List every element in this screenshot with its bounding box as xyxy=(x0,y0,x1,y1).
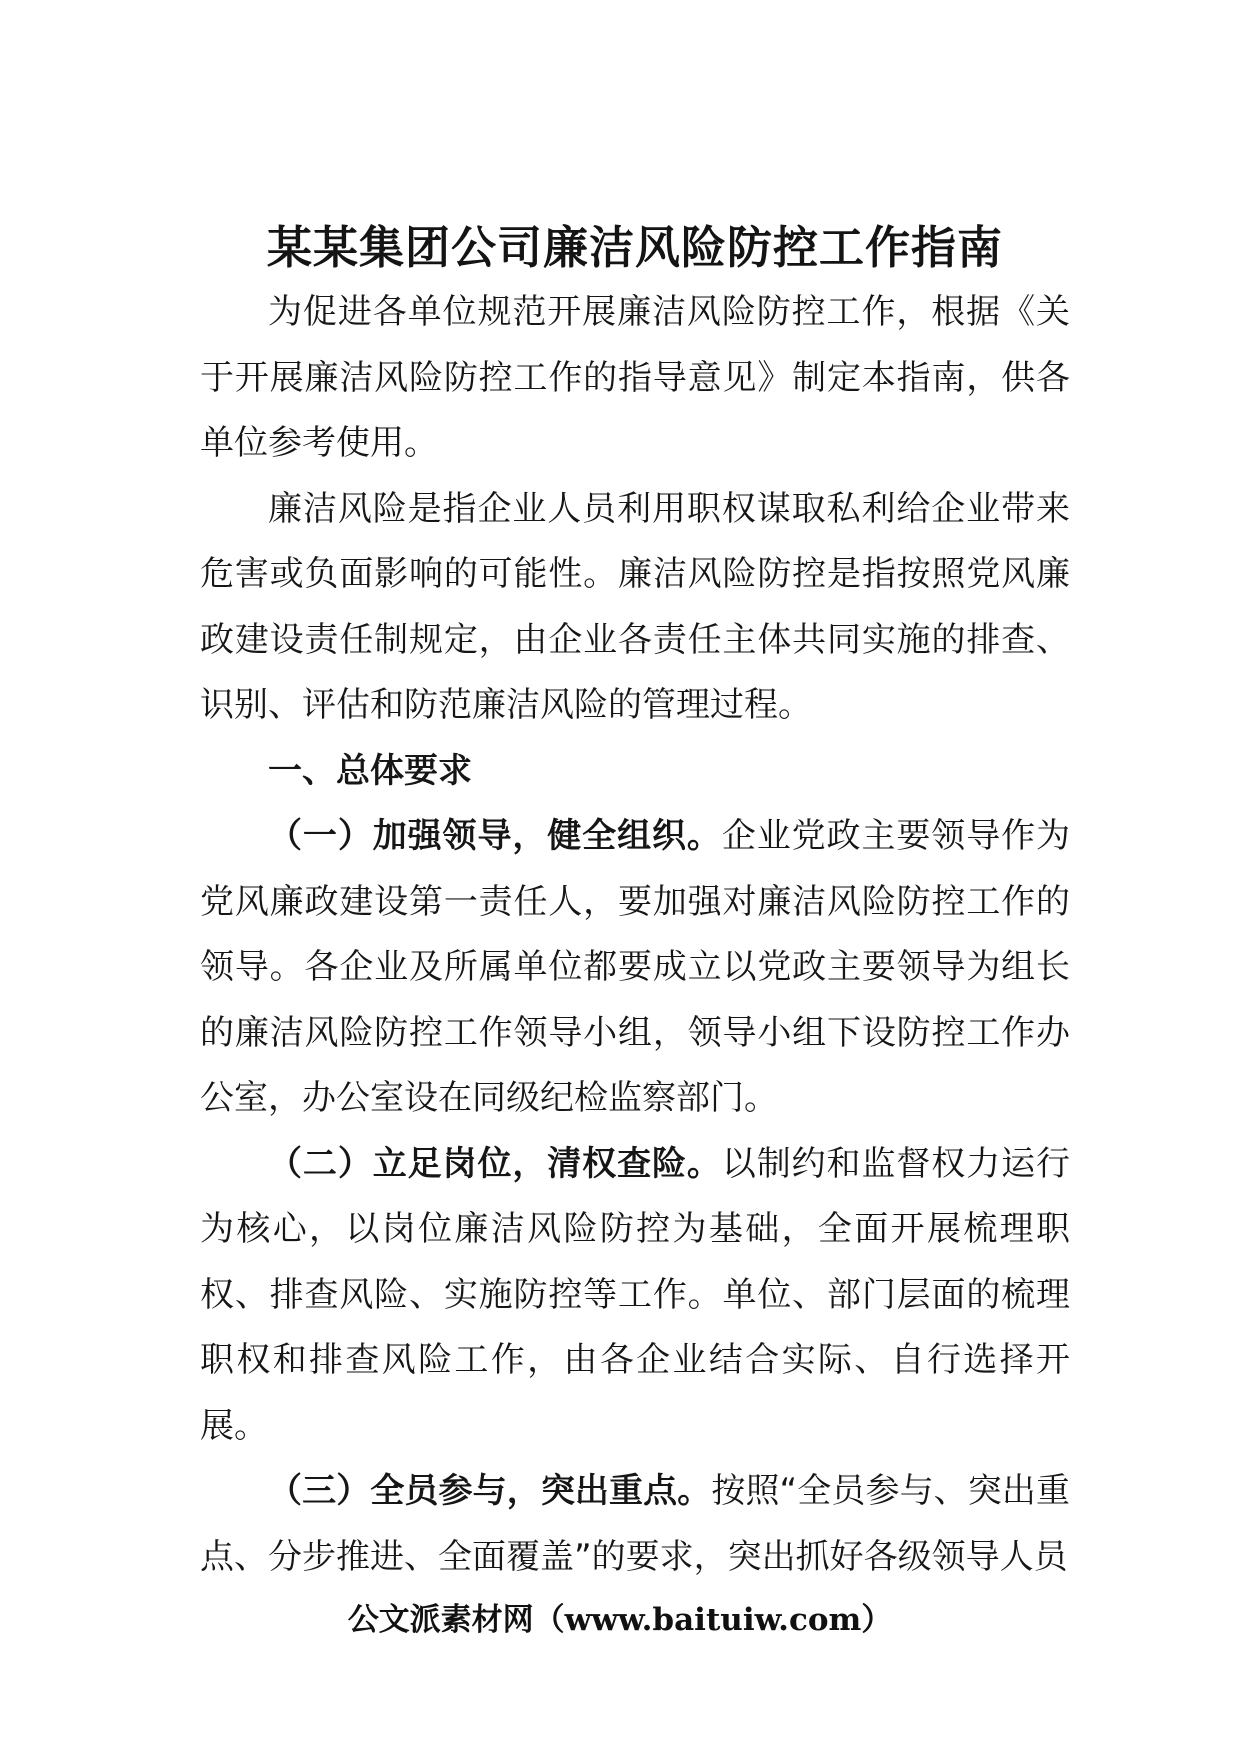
section-item-2-lead: （二）立足岗位，清权查险。 xyxy=(268,1143,722,1184)
section-item-3-lead: （三）全员参与，突出重点。 xyxy=(268,1471,712,1511)
footer-watermark: 公文派素材网（www.baituiw.com） xyxy=(347,1602,893,1638)
document-body xyxy=(200,280,1070,1590)
section-item-2 xyxy=(200,1132,1070,1460)
section-item-1 xyxy=(200,804,1070,1132)
document-title: 某某集团公司廉洁风险防控工作指南 xyxy=(266,221,1003,274)
section-item-1-lead: （一）加强领导，健全组织。 xyxy=(268,816,722,856)
section-heading: 一、总体要求 xyxy=(268,750,472,791)
section-item-1-text: 企业党政主要领导作为党风廉政建设第一责任人，要加强对廉洁风险防控工作的领导。各企业及所属单位都要成立以党政主要领导为组长的廉洁风险防控工作领导小组，领导小组下设防控工作办公室，办公室设在同级纪检监察部门。 xyxy=(200,816,1071,1118)
intro-paragraph-1: 为促进各单位规范开展廉洁风险防控工作，根据《关于开展廉洁风险防控工作的指导意见》制定本指南，供各单位参考使用。 xyxy=(200,292,1070,463)
intro-paragraph-2: 廉洁风险是指企业人员利用职权谋取私利给企业带来危害或负面影响的可能性。廉洁风险防控是指按照党风廉政建设责任制规定，由企业各责任主体共同实施的排查、识别、评估和防范廉洁风险的管理过程。 xyxy=(200,488,1070,725)
section-item-2-text: 以制约和监督权力运行为核心，以岗位廉洁风险防控为基础，全面开展梳理职权、排查风险、实施防控等工作。单位、部门层面的梳理职权和排查风险工作，由各企业结合实际、自行选择开展。 xyxy=(200,1143,1071,1446)
section-item-3 xyxy=(200,1459,1070,1590)
section-item-3-text: 按照“全员参与、突出重点、分步推进、全面覆盖”的要求，突出抓好各级领导人员 xyxy=(200,1471,1070,1577)
